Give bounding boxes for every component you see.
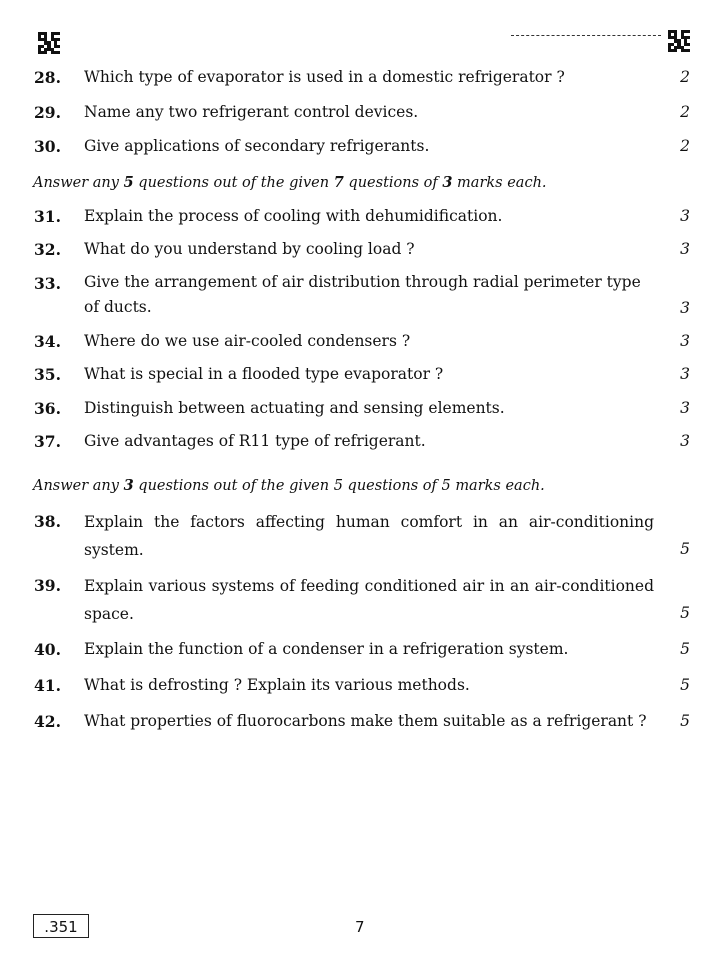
question-number: 28.: [34, 68, 61, 87]
question-text: Give applications of secondary refrigerants.: [84, 137, 430, 155]
question-number: 32.: [34, 240, 61, 259]
question-text: Distinguish between actuating and sensing elements.: [84, 399, 505, 417]
question-number: 40.: [34, 640, 61, 659]
page-number: 7: [355, 918, 365, 936]
qr-code-left-icon: [38, 32, 60, 54]
section-instruction: [33, 476, 545, 496]
instruction-text: Answer any: [33, 175, 124, 191]
question-marks: 5: [680, 640, 690, 658]
question-marks: 5: [680, 676, 690, 694]
qr-code-right-icon: [668, 30, 690, 52]
question-number: 33.: [34, 274, 61, 293]
question-text: Explain the process of cooling with dehumidification.: [84, 207, 503, 225]
question-number: 35.: [34, 365, 61, 384]
question-marks: 3: [680, 365, 690, 383]
header-rule: [511, 35, 661, 36]
question-text: Explain various systems of feeding conditioned air in an air-conditioned space.: [84, 577, 654, 623]
question-number: 36.: [34, 399, 61, 418]
instruction-number: 3: [442, 174, 453, 191]
question-text: Explain the factors affecting human comfort in an air-conditioning system.: [84, 513, 654, 559]
instruction-text: questions out of the given: [133, 175, 334, 191]
instruction-text: questions of: [343, 175, 443, 191]
question-text: What is special in a flooded type evaporator ?: [84, 365, 444, 383]
question-number: 29.: [34, 103, 61, 122]
question-marks: 5: [680, 540, 690, 558]
instruction-number: 3: [123, 477, 134, 494]
question-marks: 3: [680, 240, 690, 258]
question-marks: 2: [680, 103, 690, 121]
question-number: 39.: [34, 576, 61, 595]
question-number: 34.: [34, 332, 61, 351]
question-marks: 3: [680, 299, 690, 317]
question-text: Where do we use air-cooled condensers ?: [84, 332, 411, 350]
question-marks: 2: [680, 137, 690, 155]
instruction-number: 7: [333, 174, 344, 191]
question-text: Give advantages of R11 type of refrigerant.: [84, 432, 426, 450]
question-marks: 3: [680, 432, 690, 450]
question-number: 30.: [34, 137, 61, 156]
question-marks: 2: [680, 68, 690, 86]
question-number: 38.: [34, 512, 61, 531]
question-text: Explain the function of a condenser in a refrigeration system.: [84, 640, 569, 658]
instruction-text: Answer any: [33, 478, 124, 494]
question-marks: 5: [680, 604, 690, 622]
question-number: 42.: [34, 712, 61, 731]
question-number: 41.: [34, 676, 61, 695]
question-text: What do you understand by cooling load ?: [84, 240, 415, 258]
instruction-text: marks each.: [452, 175, 547, 191]
question-marks: 3: [680, 332, 690, 350]
question-text: What is defrosting ? Explain its various methods.: [84, 676, 470, 694]
question-marks: 3: [680, 207, 690, 225]
section-instruction: [33, 173, 547, 193]
paper-code-box: .351: [33, 914, 89, 938]
question-text: Which type of evaporator is used in a domestic refrigerator ?: [84, 68, 565, 86]
instruction-number: 5: [123, 174, 134, 191]
question-number: 31.: [34, 207, 61, 226]
question-text: What properties of fluorocarbons make them suitable as a refrigerant ?: [84, 712, 647, 730]
question-text: Give the arrangement of air distribution through radial perimeter type of ducts.: [84, 273, 641, 316]
instruction-text: questions out of the given 5 questions of 5 marks each.: [133, 478, 545, 494]
question-marks: 3: [680, 399, 690, 417]
question-marks: 5: [680, 712, 690, 730]
question-number: 37.: [34, 432, 61, 451]
question-text: Name any two refrigerant control devices.: [84, 103, 419, 121]
